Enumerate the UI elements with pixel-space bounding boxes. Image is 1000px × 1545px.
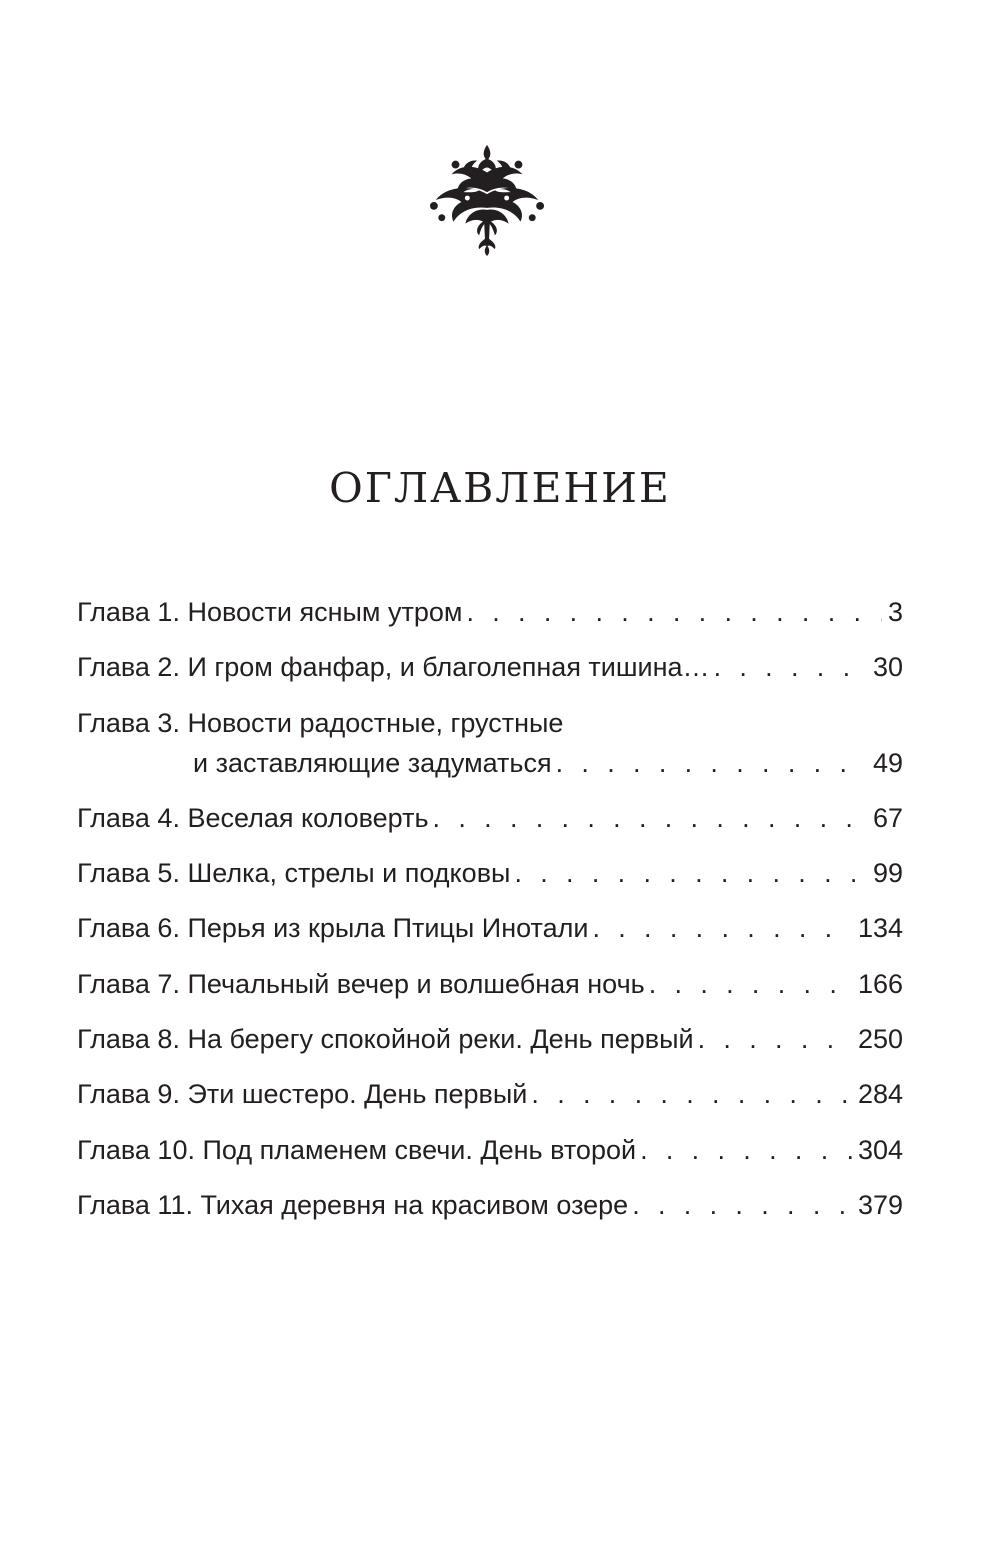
- chapter-title: Перья из крыла Птицы Инотали: [187, 913, 589, 944]
- toc-entry[interactable]: [77, 798, 903, 838]
- page-number: 49: [872, 747, 903, 778]
- toc-entry[interactable]: [77, 1185, 903, 1225]
- toc-entry-label: [77, 853, 510, 893]
- chapter-number: Глава 3.: [77, 707, 180, 738]
- page-number: 3: [887, 597, 903, 627]
- leader-dots: [640, 1130, 852, 1170]
- chapter-number: Глава 6.: [77, 913, 180, 944]
- toc-entry-label: [77, 1074, 527, 1114]
- leader-dots: [556, 743, 867, 783]
- table-of-contents: [77, 592, 903, 1240]
- toc-entry[interactable]: [77, 703, 903, 783]
- toc-entry[interactable]: [77, 592, 903, 632]
- toc-entry-label: [77, 964, 645, 1004]
- chapter-number: Глава 7.: [77, 968, 180, 999]
- chapter-title: Шелка, стрелы и подковы: [187, 858, 511, 889]
- page-title: ОГЛАВЛЕНИЕ: [329, 464, 671, 512]
- chapter-number: Глава 2.: [77, 652, 180, 683]
- toc-entry-label: [77, 647, 710, 687]
- toc-entry[interactable]: [77, 964, 903, 1004]
- leader-dots: [592, 908, 851, 948]
- leader-dots: [714, 647, 867, 687]
- toc-entry-label: [77, 908, 588, 948]
- chapter-title: Эти шестеро. День первый: [187, 1079, 528, 1110]
- chapter-number: Глава 4.: [77, 802, 180, 833]
- chapter-number: Глава 8.: [77, 1024, 180, 1055]
- chapter-title: Печальный вечер и волшебная ночь: [187, 968, 645, 999]
- chapter-title-continuation: и заставляющие задуматься: [193, 747, 552, 778]
- toc-entry[interactable]: [77, 1130, 903, 1170]
- page-number: 99: [872, 858, 903, 889]
- toc-entry[interactable]: [77, 1019, 903, 1059]
- leader-dots: [649, 964, 852, 1004]
- floral-ornament-icon: [428, 142, 546, 258]
- leader-dots: [514, 853, 867, 893]
- toc-entry-label: [77, 1019, 694, 1059]
- page-number: 284: [857, 1079, 903, 1110]
- chapter-title: Тихая деревня на красивом озере: [200, 1189, 629, 1220]
- chapter-title: Новости радостные, грустные: [187, 707, 564, 738]
- leader-dots: [466, 592, 882, 632]
- page-number: 134: [857, 913, 903, 944]
- page-number: 250: [857, 1024, 903, 1055]
- page-number: 379: [857, 1189, 903, 1220]
- toc-entry-label: [77, 1185, 628, 1225]
- page-number: 304: [857, 1134, 903, 1165]
- chapter-title: Новости ясным утром: [187, 597, 463, 627]
- toc-entry[interactable]: [77, 908, 903, 948]
- page-number: 166: [857, 968, 903, 999]
- chapter-title: И гром фанфар, и благолепная тишина…: [187, 652, 710, 683]
- leader-dots: [632, 1185, 852, 1225]
- leader-dots: [698, 1019, 852, 1059]
- chapter-number: Глава 10.: [77, 1134, 195, 1165]
- chapter-title: Под пламенем свечи. День второй: [202, 1134, 637, 1165]
- chapter-number: Глава 9.: [77, 1079, 180, 1110]
- chapter-number: Глава 11.: [77, 1189, 193, 1220]
- chapter-title: На берегу спокойной реки. День первый: [187, 1024, 694, 1055]
- toc-entry-label: [77, 703, 563, 743]
- chapter-title: Веселая коловерть: [187, 802, 429, 833]
- toc-entry[interactable]: [77, 647, 903, 687]
- leader-dots: [433, 798, 867, 838]
- page-number: 67: [872, 802, 903, 833]
- toc-entry[interactable]: [77, 853, 903, 893]
- toc-entry-label: [77, 592, 462, 632]
- toc-entry[interactable]: [77, 1074, 903, 1114]
- leader-dots: [531, 1074, 852, 1114]
- chapter-number: Глава 1.: [77, 597, 180, 627]
- page-number: 30: [872, 652, 903, 683]
- toc-entry-label: [77, 798, 429, 838]
- chapter-number: Глава 5.: [77, 858, 180, 889]
- toc-entry-label: [77, 1130, 636, 1170]
